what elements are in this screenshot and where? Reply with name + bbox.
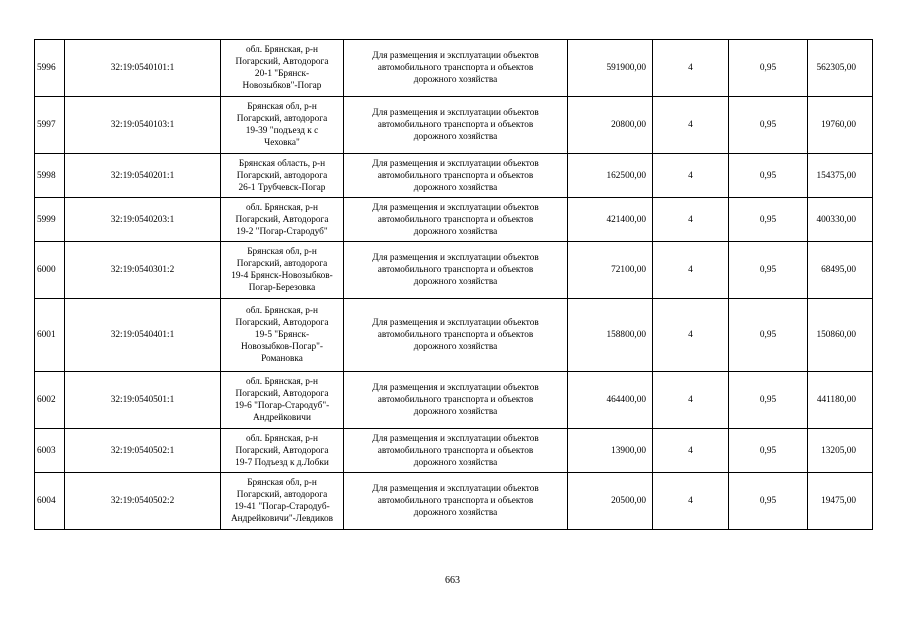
result-value-cell: 68495,00 [808, 242, 873, 299]
permitted-use-cell-line: автомобильного транспорта и объектов [377, 445, 534, 456]
cadastral-value-cell: 421400,00 [568, 198, 653, 242]
address-cell-line: Погарский, автодорога [236, 490, 328, 500]
row-number-cell: 5997 [35, 97, 65, 154]
permitted-use-cell-line: дорожного хозяйства [413, 277, 498, 287]
address-cell [221, 198, 344, 242]
result-value-cell: 13205,00 [808, 429, 873, 473]
address-cell-line: Брянская обл, р-н [247, 247, 317, 257]
permitted-use-cell [344, 372, 568, 429]
row-number-cell: 5999 [35, 198, 65, 242]
row-number-cell: 5998 [35, 154, 65, 198]
permitted-use-cell [344, 198, 568, 242]
result-value-cell: 19760,00 [808, 97, 873, 154]
address-cell [221, 40, 344, 97]
address-cell-line: 19-7 Подъезд к д.Лобки [235, 457, 329, 468]
address-cell-line: 19-5 "Брянск- [254, 330, 310, 340]
permitted-use-cell-line: Для размещения и эксплуатации объектов [372, 484, 539, 494]
table-body [35, 40, 873, 530]
group-cell: 4 [653, 299, 729, 372]
address-cell-line: Погарский, автодорога [236, 114, 328, 124]
permitted-use-cell-line: дорожного хозяйства [413, 508, 498, 518]
table-row [35, 299, 873, 372]
table-row [35, 40, 873, 97]
cadastral-number-cell: 32:19:0540401:1 [65, 299, 221, 372]
cadastral-number-cell: 32:19:0540502:1 [65, 429, 221, 473]
table-row [35, 372, 873, 429]
address-cell [221, 372, 344, 429]
address-cell [221, 242, 344, 299]
permitted-use-cell-line: Для размещения и эксплуатации объектов [372, 202, 539, 213]
permitted-use-cell-line: дорожного хозяйства [413, 132, 498, 142]
address-cell-line: Новозыбков-Погар"- [240, 342, 323, 352]
permitted-use-cell-line: автомобильного транспорта и объектов [377, 214, 534, 225]
permitted-use-cell-line: автомобильного транспорта и объектов [377, 496, 534, 506]
permitted-use-cell [344, 40, 568, 97]
permitted-use-cell [344, 242, 568, 299]
cadastral-value-cell: 20800,00 [568, 97, 653, 154]
coefficient-cell: 0,95 [729, 299, 808, 372]
permitted-use-cell-line: Для размещения и эксплуатации объектов [372, 383, 539, 393]
group-cell: 4 [653, 97, 729, 154]
group-cell: 4 [653, 372, 729, 429]
permitted-use-cell [344, 299, 568, 372]
address-cell-line: Погарский, Автодорога [235, 389, 329, 399]
coefficient-cell: 0,95 [729, 198, 808, 242]
address-cell [221, 97, 344, 154]
address-cell [221, 473, 344, 530]
permitted-use-cell [344, 97, 568, 154]
result-value-cell: 400330,00 [808, 198, 873, 242]
cadastral-value-cell: 464400,00 [568, 372, 653, 429]
address-cell-line: Романовка [261, 354, 303, 364]
address-cell-line: Погарский, Автодорога [235, 57, 329, 67]
address-cell-line: 19-6 "Погар-Стародуб"- [234, 401, 330, 411]
result-value-cell: 441180,00 [808, 372, 873, 429]
coefficient-cell: 0,95 [729, 154, 808, 198]
permitted-use-cell-line: автомобильного транспорта и объектов [377, 265, 534, 275]
address-cell [221, 154, 344, 198]
address-cell-line: Погарский, автодорога [236, 259, 328, 269]
result-value-cell: 19475,00 [808, 473, 873, 530]
table-row [35, 97, 873, 154]
cadastral-value-cell: 591900,00 [568, 40, 653, 97]
permitted-use-cell-line: дорожного хозяйства [413, 407, 498, 417]
address-cell-line: 19-41 "Погар-Стародуб- [234, 502, 330, 512]
cadastral-value-cell: 72100,00 [568, 242, 653, 299]
address-cell-line: Новозыбков"-Погар [242, 81, 322, 91]
row-number-cell: 6003 [35, 429, 65, 473]
coefficient-cell: 0,95 [729, 429, 808, 473]
page-number: 663 [445, 575, 460, 586]
permitted-use-cell-line: автомобильного транспорта и объектов [377, 330, 534, 340]
address-cell [221, 299, 344, 372]
row-number-cell: 6001 [35, 299, 65, 372]
permitted-use-cell-line: дорожного хозяйства [413, 226, 498, 237]
permitted-use-cell-line: дорожного хозяйства [413, 342, 498, 352]
cadastral-value-cell: 158800,00 [568, 299, 653, 372]
address-cell-line: Погарский, автодорога [236, 170, 328, 181]
table-row [35, 242, 873, 299]
group-cell: 4 [653, 242, 729, 299]
address-cell-line: Погарский, Автодорога [235, 445, 329, 456]
table-row [35, 154, 873, 198]
permitted-use-cell-line: Для размещения и эксплуатации объектов [372, 318, 539, 328]
group-cell: 4 [653, 40, 729, 97]
address-cell-line: Погар-Березовка [248, 283, 316, 293]
permitted-use-cell-line: Для размещения и эксплуатации объектов [372, 433, 539, 444]
cadastral-number-cell: 32:19:0540201:1 [65, 154, 221, 198]
permitted-use-cell [344, 154, 568, 198]
group-cell: 4 [653, 473, 729, 530]
result-value-cell: 562305,00 [808, 40, 873, 97]
cadastral-number-cell: 32:19:0540501:1 [65, 372, 221, 429]
group-cell: 4 [653, 154, 729, 198]
result-value-cell: 154375,00 [808, 154, 873, 198]
cadastral-value-cell: 20500,00 [568, 473, 653, 530]
permitted-use-cell-line: дорожного хозяйства [413, 182, 498, 193]
permitted-use-cell-line: автомобильного транспорта и объектов [377, 120, 534, 130]
result-value-cell: 150860,00 [808, 299, 873, 372]
row-number-cell: 6002 [35, 372, 65, 429]
group-cell: 4 [653, 198, 729, 242]
permitted-use-cell-line: Для размещения и эксплуатации объектов [372, 253, 539, 263]
address-cell-line: 20-1 "Брянск- [254, 69, 310, 79]
permitted-use-cell-line: автомобильного транспорта и объектов [377, 170, 534, 181]
address-cell-line: 19-2 "Погар-Стародуб" [236, 226, 328, 237]
address-cell-line: обл. Брянская, р-н [246, 377, 318, 387]
permitted-use-cell-line: Для размещения и эксплуатации объектов [372, 108, 539, 118]
table-row [35, 198, 873, 242]
address-cell-line: обл. Брянская, р-н [246, 45, 318, 55]
table-row [35, 473, 873, 530]
address-cell-line: Погарский, Автодорога [235, 214, 329, 225]
address-cell-line: Погарский, Автодорога [235, 318, 329, 328]
table-row [35, 429, 873, 473]
coefficient-cell: 0,95 [729, 97, 808, 154]
address-cell-line: Андрейковичи [253, 413, 311, 423]
cadastral-number-cell: 32:19:0540101:1 [65, 40, 221, 97]
address-cell-line: Брянская обл, р-н [247, 478, 317, 488]
address-cell-line: обл. Брянская, р-н [246, 433, 318, 444]
cadastral-number-cell: 32:19:0540301:2 [65, 242, 221, 299]
cadastral-number-cell: 32:19:0540502:2 [65, 473, 221, 530]
coefficient-cell: 0,95 [729, 372, 808, 429]
permitted-use-cell-line: дорожного хозяйства [413, 457, 498, 468]
cadastral-value-table [34, 39, 873, 530]
permitted-use-cell-line: автомобильного транспорта и объектов [377, 395, 534, 405]
permitted-use-cell [344, 429, 568, 473]
group-cell: 4 [653, 429, 729, 473]
permitted-use-cell-line: дорожного хозяйства [413, 75, 498, 85]
permitted-use-cell-line: Для размещения и эксплуатации объектов [372, 158, 539, 169]
cadastral-value-cell: 162500,00 [568, 154, 653, 198]
coefficient-cell: 0,95 [729, 242, 808, 299]
address-cell-line: 26-1 Трубчевск-Погар [238, 182, 326, 193]
address-cell-line: 19-39 "подъезд к с [245, 126, 319, 136]
address-cell-line: Андрейковичи"-Левдиков [230, 514, 334, 524]
address-cell-line: 19-4 Брянск-Новозыбков- [231, 271, 333, 281]
row-number-cell: 6004 [35, 473, 65, 530]
address-cell-line: обл. Брянская, р-н [246, 202, 318, 213]
permitted-use-cell-line: Для размещения и эксплуатации объектов [372, 51, 539, 61]
address-cell-line: Брянская область, р-н [238, 158, 326, 169]
coefficient-cell: 0,95 [729, 40, 808, 97]
coefficient-cell: 0,95 [729, 473, 808, 530]
row-number-cell: 6000 [35, 242, 65, 299]
address-cell-line: обл. Брянская, р-н [246, 306, 318, 316]
permitted-use-cell-line: автомобильного транспорта и объектов [377, 63, 534, 73]
permitted-use-cell [344, 473, 568, 530]
cadastral-number-cell: 32:19:0540103:1 [65, 97, 221, 154]
address-cell-line: Чеховка" [264, 138, 300, 148]
row-number-cell: 5996 [35, 40, 65, 97]
address-cell [221, 429, 344, 473]
cadastral-value-cell: 13900,00 [568, 429, 653, 473]
address-cell-line: Брянская обл, р-н [247, 102, 317, 112]
cadastral-number-cell: 32:19:0540203:1 [65, 198, 221, 242]
